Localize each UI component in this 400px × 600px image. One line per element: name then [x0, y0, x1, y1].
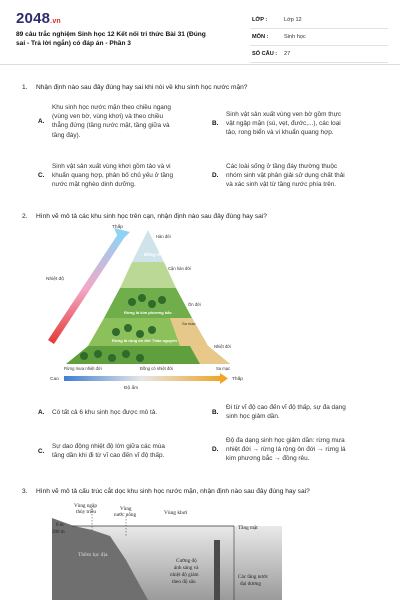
label-polar: Hàn đới: [156, 234, 171, 239]
label-surface-layer: Tầng mặt: [238, 525, 258, 531]
arrow-right-icon: [220, 373, 228, 384]
label-low-top: Thấp: [112, 225, 123, 230]
label-tropical: Nhiệt đới: [214, 344, 231, 349]
site-logo[interactable]: [16, 10, 61, 27]
question-number: 3.: [22, 488, 28, 495]
label-shallow-2: nước nông: [114, 512, 137, 518]
label-shallow-1: Vùng: [120, 506, 132, 512]
terrestrial-biomes-pyramid: [40, 222, 256, 392]
label-intertidal-1: Vùng ngập: [74, 503, 97, 509]
label-200m: 200 m: [52, 530, 65, 535]
label-high-bottom: Cao: [50, 377, 59, 382]
label-continental-shelf: Thềm lục địa: [78, 552, 108, 558]
question-stem: Hình vẽ mô tả các khu sinh học trên cạn, nhận định nào sau đây đúng hay sai?: [36, 213, 267, 220]
meta-row-subject: MÔN : Sinh học: [250, 29, 388, 46]
label-ocean-layers-1: Các tầng nước: [238, 574, 269, 580]
label-tundra: Đồng rêu: [144, 252, 164, 257]
moisture-arrow: [64, 376, 220, 381]
label-intensity-2: ánh sáng và: [174, 565, 199, 571]
label-low-bottom: Thấp: [232, 377, 243, 382]
label-intensity-3: nhiệt độ giảm: [170, 572, 199, 578]
question-number: 1.: [22, 84, 28, 91]
light-depth-bar: [214, 540, 220, 600]
label-temperature: Nhiệt độ: [46, 277, 64, 282]
meta-table: [250, 12, 388, 63]
label-moisture: Độ ẩm: [124, 386, 139, 391]
label-ocean-layers-2: đại dương: [240, 581, 261, 587]
meta-row-count: SỐ CÂU : 27: [250, 46, 388, 63]
page-header: [0, 0, 400, 65]
label-rainforest: Rừng mưa nhiệt đới: [64, 366, 102, 371]
label-0m: 0 m: [56, 523, 64, 528]
label-intensity-1: Cường độ: [176, 558, 197, 564]
question-number: 2.: [22, 213, 28, 220]
logo-text: 2048: [16, 10, 51, 27]
label-intertidal-2: thủy triều: [76, 509, 97, 515]
label-subpolar: Cận hàn đới: [168, 266, 192, 271]
label-savanna: Đồng cỏ nhiệt đới: [140, 366, 174, 371]
question-stem: Nhận định nào sau đây đúng hay sai khi nói về khu sinh học nước mặn?: [36, 84, 248, 91]
label-desert-1: Sa mạc: [182, 321, 196, 326]
question-stem: Hình vẽ mô tả cấu trúc cắt dọc khu sinh học nước mặn, nhận định nào sau đây đúng hay sai?: [36, 488, 310, 495]
logo-suffix: .vn: [50, 18, 61, 25]
label-desert-2: Sa mạc: [216, 366, 231, 371]
label-intensity-4: theo độ sâu: [172, 579, 196, 585]
label-boreal-forest: Rừng lá kim phương bắc: [124, 310, 172, 315]
label-pelagic: Vùng khơi: [164, 510, 188, 516]
marine-zones-diagram: [52, 500, 282, 600]
page-title: 89 câu trắc nghiệm Sinh học 12 Kết nối tri thức Bài 31 (Đúng sai - Trả lời ngắn) có đáp án - Phần 3: [16, 31, 206, 47]
label-grassland: Thảo nguyên: [152, 338, 177, 343]
label-temperate: Ôn đới: [188, 302, 201, 307]
label-broadleaf-forest: Rừng lá rộng ôn đới: [112, 338, 151, 343]
meta-row-class: LỚP : Lớp 12: [250, 12, 388, 29]
